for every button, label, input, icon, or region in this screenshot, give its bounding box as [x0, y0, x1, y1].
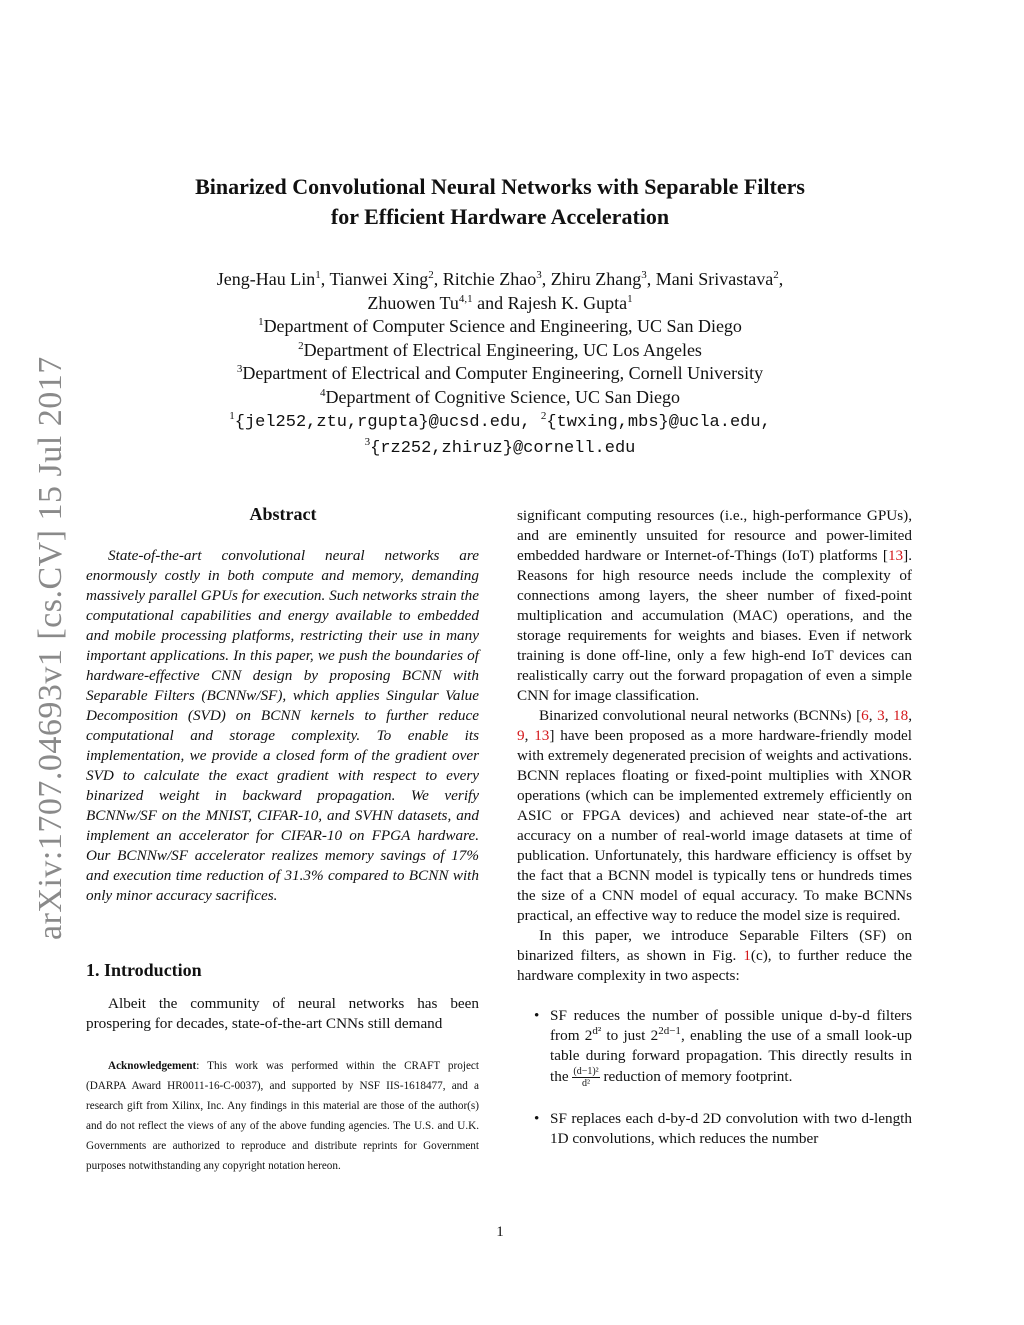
text-run: significant computing resources (i.e., high-performance GPUs), and are eminently unsuited for resource and power-limited embedded hardware or Internet-of-Things (IoT) platforms [ [517, 507, 912, 564]
section-heading-introduction: 1. Introduction [86, 960, 202, 980]
affiliation-text: Department of Electrical and Computer Engineering, Cornell University [242, 363, 764, 383]
email-line-1 [0, 409, 1000, 435]
citation-link[interactable]: 13 [534, 727, 550, 744]
citation-link[interactable]: 13 [887, 547, 904, 564]
paper-title [0, 172, 1000, 232]
author-name: Rajesh K. Gupta [507, 292, 628, 313]
citation-link[interactable]: 3 [877, 707, 885, 724]
author-sep: , [646, 269, 656, 289]
arxiv-side-label: arXiv:1707.04693v1 [cs.CV] 15 Jul 2017 [32, 356, 69, 940]
title-line-2: for Efficient Hardware Acceleration [330, 204, 670, 229]
email-text[interactable]: {twxing,mbs}@ucla.edu, [546, 413, 771, 432]
affiliation-text: Department of Computer Science and Engineering, UC San Diego [263, 316, 742, 336]
superscript: 2d−1 [658, 1024, 681, 1037]
author-name: Ritchie Zhao [442, 269, 537, 289]
figure-link[interactable]: 1 [743, 947, 751, 964]
author-name: Zhuowen Tu [367, 292, 459, 313]
author-sup: 1 [627, 292, 633, 305]
abstract-heading: Abstract [249, 504, 317, 524]
acknowledgement-label: Acknowledgement [108, 1060, 197, 1072]
email-sup: 3 [364, 435, 371, 448]
citation-link[interactable]: 6 [861, 707, 869, 724]
text-run: (c), to further reduce the hardware complexity in two aspects: [517, 947, 913, 984]
author-sup: 3 [641, 269, 647, 281]
email-sup: 2 [540, 410, 547, 422]
author-sup: 4,1 [458, 292, 473, 305]
affiliation-sup: 2 [298, 339, 304, 352]
affiliation [0, 315, 1000, 339]
fraction [572, 1066, 599, 1089]
text-run: Binarized convolutional neural networks (BCNNs) [ [539, 707, 862, 724]
text-run: In this paper, we introduce Separable Filters (SF) on binarized filters, as shown in Fig. [517, 927, 912, 964]
author-name: Zhiru Zhang [550, 269, 642, 289]
bullet-list [517, 1006, 912, 1149]
author-name: Mani Srivastava [655, 269, 774, 289]
author-and: and [472, 292, 508, 313]
text-run: , enabling the use of a small look-up table during forward propagation. This directly results in the [550, 1027, 912, 1085]
author-sup: 2 [773, 269, 779, 281]
right-column [517, 506, 912, 1149]
author-sep: , [433, 269, 443, 289]
text-run: ]. Reasons for high resource needs include the complexity of connections among layers, the sheer number of fixed-point multiplication and accumulation (MAC) operations, and the storage requirements for weights and biases. Even if network training is done off-line, only a few high-end IoT devices can realistically carry out the forward propagation of even a simple CNN for image classification. [517, 547, 912, 704]
author-names-line-2 [0, 292, 1000, 316]
affiliation [0, 362, 1000, 386]
abstract-body [86, 546, 479, 906]
affiliation-text: Department of Cognitive Science, UC San Diego [325, 386, 680, 407]
author-name: Tianwei Xing [329, 269, 429, 289]
email-text[interactable]: {rz252,zhiruz}@cornell.edu [370, 438, 636, 458]
right-paragraph-3 [517, 926, 912, 986]
right-paragraph-1 [517, 506, 912, 706]
author-block [0, 268, 1000, 460]
email-text[interactable]: {jel252,ztu,rgupta}@ucsd.edu, [234, 413, 541, 432]
superscript: d² [592, 1024, 602, 1037]
bullet-dot-icon: • [534, 1110, 540, 1127]
author-sup: 1 [315, 269, 321, 281]
fraction-denominator: d² [582, 1078, 591, 1089]
email-sup: 1 [229, 410, 235, 422]
text-run: SF replaces each d-by-d 2D convolution with two d-length 1D convolutions, which reduces the number [550, 1110, 912, 1147]
bullet-dot-icon: • [534, 1007, 540, 1024]
page-number: 1 [496, 1224, 504, 1240]
bullet-item [517, 1109, 912, 1149]
affiliation-sup: 3 [236, 363, 243, 375]
affiliation [0, 386, 1000, 410]
email-line-2 [0, 435, 1000, 461]
affiliation-sup: 4 [320, 386, 326, 399]
author-sep: , [320, 269, 330, 289]
right-paragraph-2: Binarized convolutional neural networks (BCNNs) [6, 3, 18, 9, 13] have been proposed as a more hardware-friendly model with extremely degenerated precision of weights and activations. BCNN replaces floating or fixed-point multiplies with XNOR operations (which can be implemented extremely efficiently on ASIC or FPGA devices) and achieved near state-of-the art accuracy on a number of real-world image datasets at time of publication. Unfortunately, this hardware efficiency is offset by the fact that a BCNN model is typically tens or hundreds times the size of a CNN model of equal accuracy. To make BCNNs practical, an effective way to reduce the model size is required. [517, 707, 913, 924]
author-name: Jeng-Hau Lin [216, 269, 316, 289]
author-sup: 3 [536, 269, 542, 281]
author-sup: 2 [428, 269, 434, 281]
acknowledgement-text: : This work was performed within the CRAFT project (DARPA Award HR0011-16-C-0037), and supported by NSF IIS-1618477, and a research gift from Xilinx, Inc. Any findings in this material are those of the author(s) and do not reflect the views of any of the above funding agencies. The U.S. and U.K. Governments are authorized to reproduce and distribute reprints for Government purposes notwithstanding any copyright notation hereon. [86, 1060, 479, 1172]
affiliation [0, 339, 1000, 363]
abstract-text: State-of-the-art convolutional neural networks are enormously costly in both compute and memory, demanding massively parallel GPUs for execution. Such networks strain the computational capabilities and energy available to embedded and mobile processing platforms, restricting their use in many important applications. In this paper, we push the boundaries of hardware-effective CNN design by proposing BCNN with Separable Filters (BCNNw/SF), which applies Singular Value Decomposition (SVD) on BCNN kernels to further reduce computational and storage complexity. To enable its implementation, we provide a closed form of the gradient over SVD to calculate the exact gradient with respect to every binarized weight in backward propagation. We verify BCNNw/SF on the MNIST, CIFAR-10, and SVHN datasets, and implement an accelerator for CIFAR-10 on FPGA hardware. Our BCNNw/SF accelerator realizes memory savings of 17% and execution time reduction of 31.3% compared to BCNN with only minor accuracy sacrifices. [86, 547, 479, 904]
author-sep: , [541, 269, 551, 289]
affiliation-text: Department of Electrical Engineering, UC Los Angeles [303, 339, 702, 360]
author-names-line-1 [0, 268, 1000, 292]
intro-body [86, 994, 479, 1034]
text-run: ] have been proposed as a more hardware-friendly model with extremely degenerated precision of weights and activations. BCNN replaces floating or fixed-point multiplies with XNOR operations (which can be implemented extremely efficiently on ASIC or FPGA devices) and achieved near state-of-the art accuracy on a number of real-world image datasets at time of publication. Unfortunately, this hardware efficiency is offset by the fact that a BCNN model is typically tens or hundreds times the size of a CNN model of equal accuracy. To make BCNNs practical, an effective way to reduce the model size is required. [517, 727, 912, 924]
intro-paragraph: Albeit the community of neural networks has been prospering for decades, state-of-the-art CNNs still demand [86, 995, 479, 1032]
affiliation-sup: 1 [258, 316, 264, 328]
text-run: to just 2 [601, 1027, 659, 1044]
citation-link[interactable]: 9 [517, 727, 525, 744]
title-line-1: Binarized Convolutional Neural Networks with Separable Filters [195, 174, 805, 199]
fraction-numerator: (d−1)² [573, 1066, 599, 1077]
bullet-item [517, 1006, 912, 1089]
text-run: SF reduces the number of possible unique d-by-d filters from 2 [550, 1007, 912, 1044]
author-sep: , [778, 269, 784, 289]
text-run: reduction of memory footprint. [599, 1067, 793, 1085]
acknowledgement-footnote [86, 1056, 479, 1176]
citation-link[interactable]: 18 [893, 707, 909, 724]
